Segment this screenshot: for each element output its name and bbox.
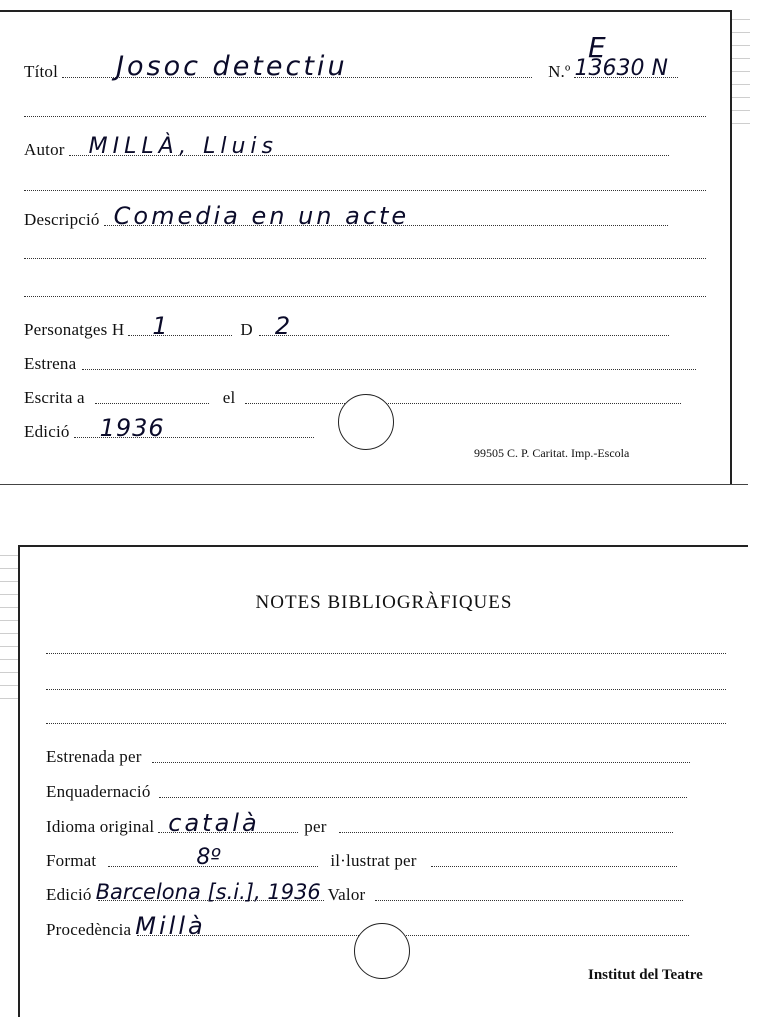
descripcio-row bbox=[24, 202, 664, 230]
catalog-card-front bbox=[0, 10, 732, 484]
notes-line-2 bbox=[46, 689, 726, 690]
descripcio-value: Comedia en un acte bbox=[113, 202, 410, 230]
numero-value: 13630 N bbox=[574, 56, 668, 81]
personatges-d-value: 2 bbox=[274, 312, 294, 340]
enquadernacio-label: Enquadernació bbox=[46, 782, 151, 801]
back-edicio-value: Barcelona [s.i.], 1936 bbox=[95, 880, 321, 904]
procedencia-label: Procedència bbox=[46, 920, 132, 939]
titol-label: Títol bbox=[24, 62, 59, 81]
enquadernacio-row bbox=[46, 782, 687, 802]
numero-label: N.º bbox=[548, 62, 571, 81]
titol-value: Josoc detectiu bbox=[116, 51, 348, 82]
personatges-row bbox=[24, 312, 663, 340]
idioma-label: Idioma original bbox=[46, 817, 155, 836]
scan-noise bbox=[0, 545, 18, 705]
back-edicio-label: Edició bbox=[46, 885, 92, 904]
estrena-row bbox=[24, 354, 696, 374]
edicio-value: 1936 bbox=[99, 414, 165, 442]
autor-value: MILLÀ, Lluis bbox=[88, 134, 278, 159]
autor-label: Autor bbox=[24, 140, 65, 159]
back-edicio-row bbox=[46, 880, 683, 905]
titol-row bbox=[24, 51, 674, 82]
idioma-value: català bbox=[168, 809, 260, 837]
edicio-row bbox=[24, 414, 310, 442]
format-row bbox=[46, 845, 677, 871]
descripcio-label: Descripció bbox=[24, 210, 100, 229]
format-illustrat-label: il·lustrat per bbox=[330, 851, 417, 870]
catalog-card-back bbox=[18, 545, 748, 1017]
descripcio-line-3 bbox=[24, 296, 706, 297]
idioma-row bbox=[46, 809, 673, 837]
punch-hole-circle bbox=[338, 394, 394, 450]
estrenada-label: Estrenada per bbox=[46, 747, 142, 766]
autor-row bbox=[24, 134, 665, 160]
descripcio-line-2 bbox=[24, 258, 706, 259]
personatges-label: Personatges H bbox=[24, 320, 125, 339]
category-mark: E bbox=[588, 31, 609, 64]
notes-line-1 bbox=[46, 653, 726, 654]
notes-title: NOTES BIBLIOGRÀFIQUES bbox=[255, 592, 513, 613]
titol-continuation-line bbox=[24, 116, 706, 117]
notes-line-3 bbox=[46, 723, 726, 724]
escrita-el-label: el bbox=[222, 388, 236, 407]
card-edge bbox=[0, 484, 748, 485]
personatges-h-value: 1 bbox=[152, 312, 171, 340]
autor-continuation-line bbox=[24, 190, 706, 191]
estrena-label: Estrena bbox=[24, 354, 77, 373]
escrita-label: Escrita a bbox=[24, 388, 85, 407]
institution-name: Institut del Teatre bbox=[588, 967, 703, 983]
procedencia-value: Millà bbox=[135, 912, 206, 940]
personatges-d-label: D bbox=[240, 320, 253, 339]
estrenada-row bbox=[46, 747, 690, 767]
valor-label: Valor bbox=[327, 885, 366, 904]
printer-mark: 99505 C. P. Caritat. Imp.-Escola bbox=[474, 446, 630, 460]
format-value: 8º bbox=[196, 845, 221, 870]
punch-hole-circle bbox=[354, 923, 410, 979]
scan-noise bbox=[732, 10, 750, 130]
edicio-label: Edició bbox=[24, 422, 70, 441]
format-label: Format bbox=[46, 851, 97, 870]
idioma-per-label: per bbox=[304, 817, 327, 836]
